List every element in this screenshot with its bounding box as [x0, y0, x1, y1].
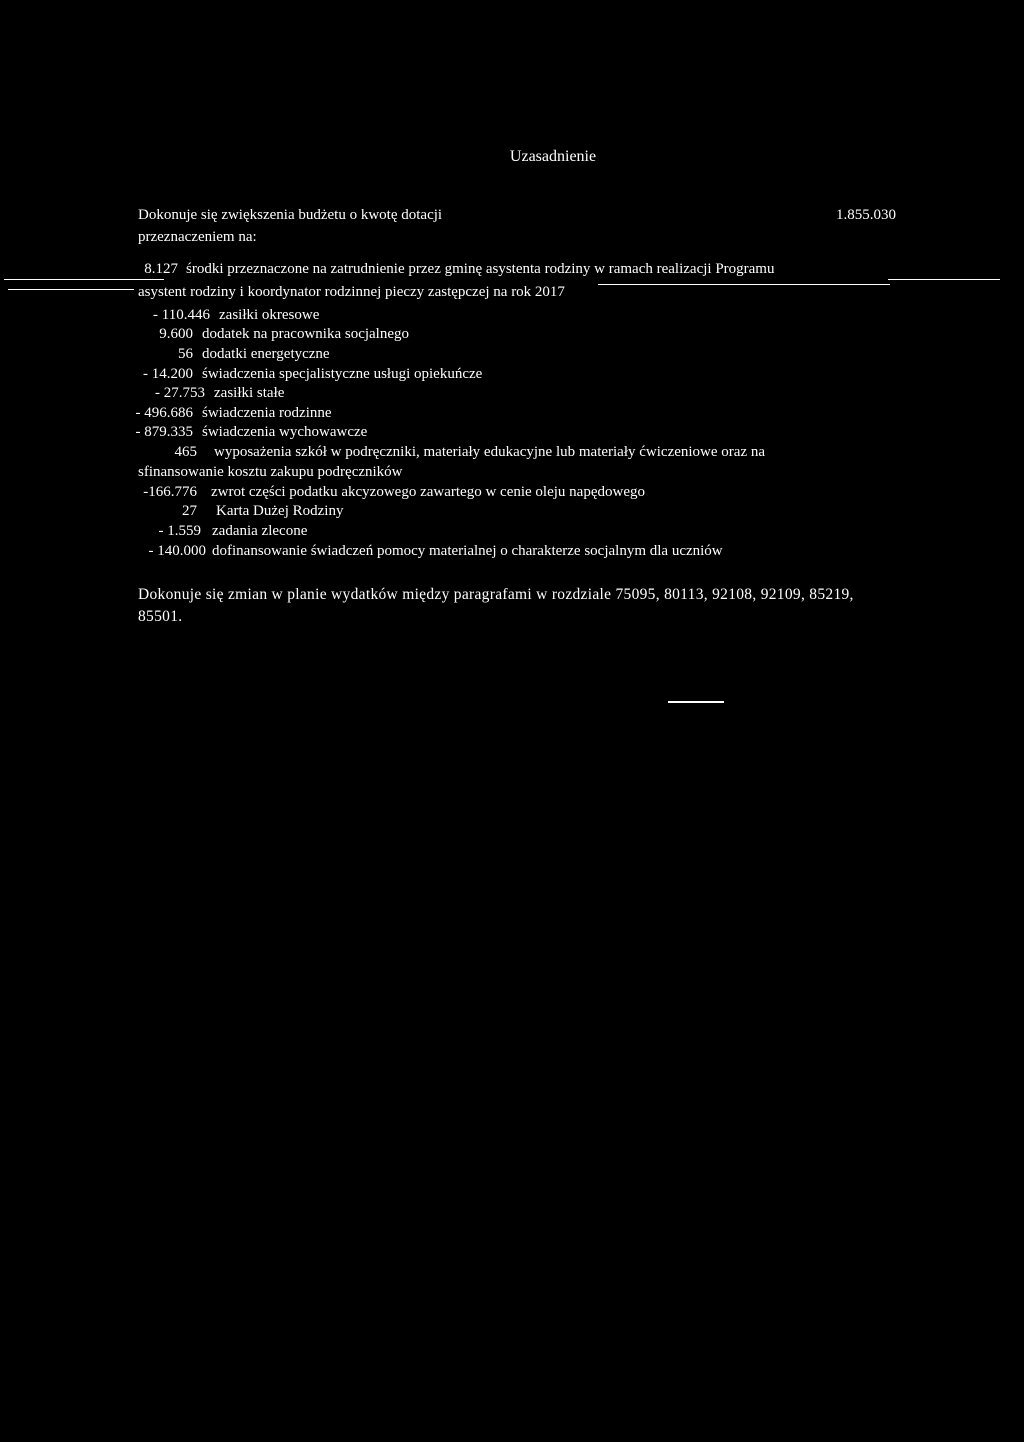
closing-paragraph: Dokonuje się zmian w planie wydatków między paragrafami w rozdziale 75095, 80113, 92108, 92109, 85219, 85501.: [138, 586, 854, 625]
item-description-continuation: sfinansowanie kosztu zakupu podręczników: [138, 464, 403, 480]
intro-text-continuation: przeznaczeniem na:: [138, 229, 257, 245]
item-description: zwrot części podatku akcyzowego zawartego w cenie oleju napędowego: [211, 484, 645, 500]
item-description: dodatki energetyczne: [202, 346, 330, 362]
item-description: świadczenia wychowawcze: [202, 424, 368, 440]
item-description: wyposażenia szkół w podręczniki, materiały edukacyjne lub materiały ćwiczeniowe oraz na: [214, 444, 766, 460]
intro-amount: 1.855.030: [836, 207, 896, 223]
item-description: zasiłki okresowe: [219, 307, 320, 323]
scan-rule-left-lower: [8, 289, 134, 290]
item-description: świadczenia specjalistyczne usługi opiekuńcze: [202, 366, 483, 382]
item-description: dofinansowanie świadczeń pomocy materialnej o charakterze socjalnym dla uczniów: [212, 543, 723, 559]
document-title: Uzasadnienie: [509, 148, 597, 165]
scan-rule-right: [888, 279, 1000, 280]
item-amount: - 14.200: [143, 366, 193, 382]
item-description: świadczenia rodzinne: [202, 405, 332, 421]
item-amount: - 1.559: [158, 523, 201, 539]
item-amount: 9.600: [159, 326, 193, 342]
item-amount: 56: [178, 346, 193, 362]
item-amount: - 27.753: [155, 385, 205, 401]
list-item-continuation: [138, 464, 403, 481]
item-description: środki przeznaczone na zatrudnienie przez gminę asystenta rodziny w ramach realizacji Programu: [186, 261, 775, 277]
item-amount: - 140.000: [148, 543, 206, 559]
list-item-continuation: [138, 284, 565, 301]
scan-rule-left: [4, 279, 164, 280]
intro-text: Dokonuje się zwiększenia budżetu o kwotę dotacji: [138, 207, 443, 223]
item-amount: 465: [174, 444, 197, 460]
scan-rule-underline: [598, 284, 890, 285]
item-description: zasiłki stałe: [214, 385, 285, 401]
item-amount: - 879.335: [135, 424, 193, 440]
item-description: dodatek na pracownika socjalnego: [202, 326, 410, 342]
item-amount: -166.776: [143, 484, 197, 500]
item-amount: - 110.446: [153, 307, 210, 323]
item-amount: 8.127: [144, 261, 178, 277]
item-amount: 27: [182, 503, 197, 519]
item-amount: - 496.686: [135, 405, 193, 421]
item-description: Karta Dużej Rodziny: [216, 503, 344, 519]
item-description-continuation: asystent rodziny i koordynator rodzinnej pieczy zastępczej na rok 2017: [138, 284, 565, 300]
decorative-dash: [668, 701, 724, 703]
item-description: zadania zlecone: [212, 523, 308, 539]
